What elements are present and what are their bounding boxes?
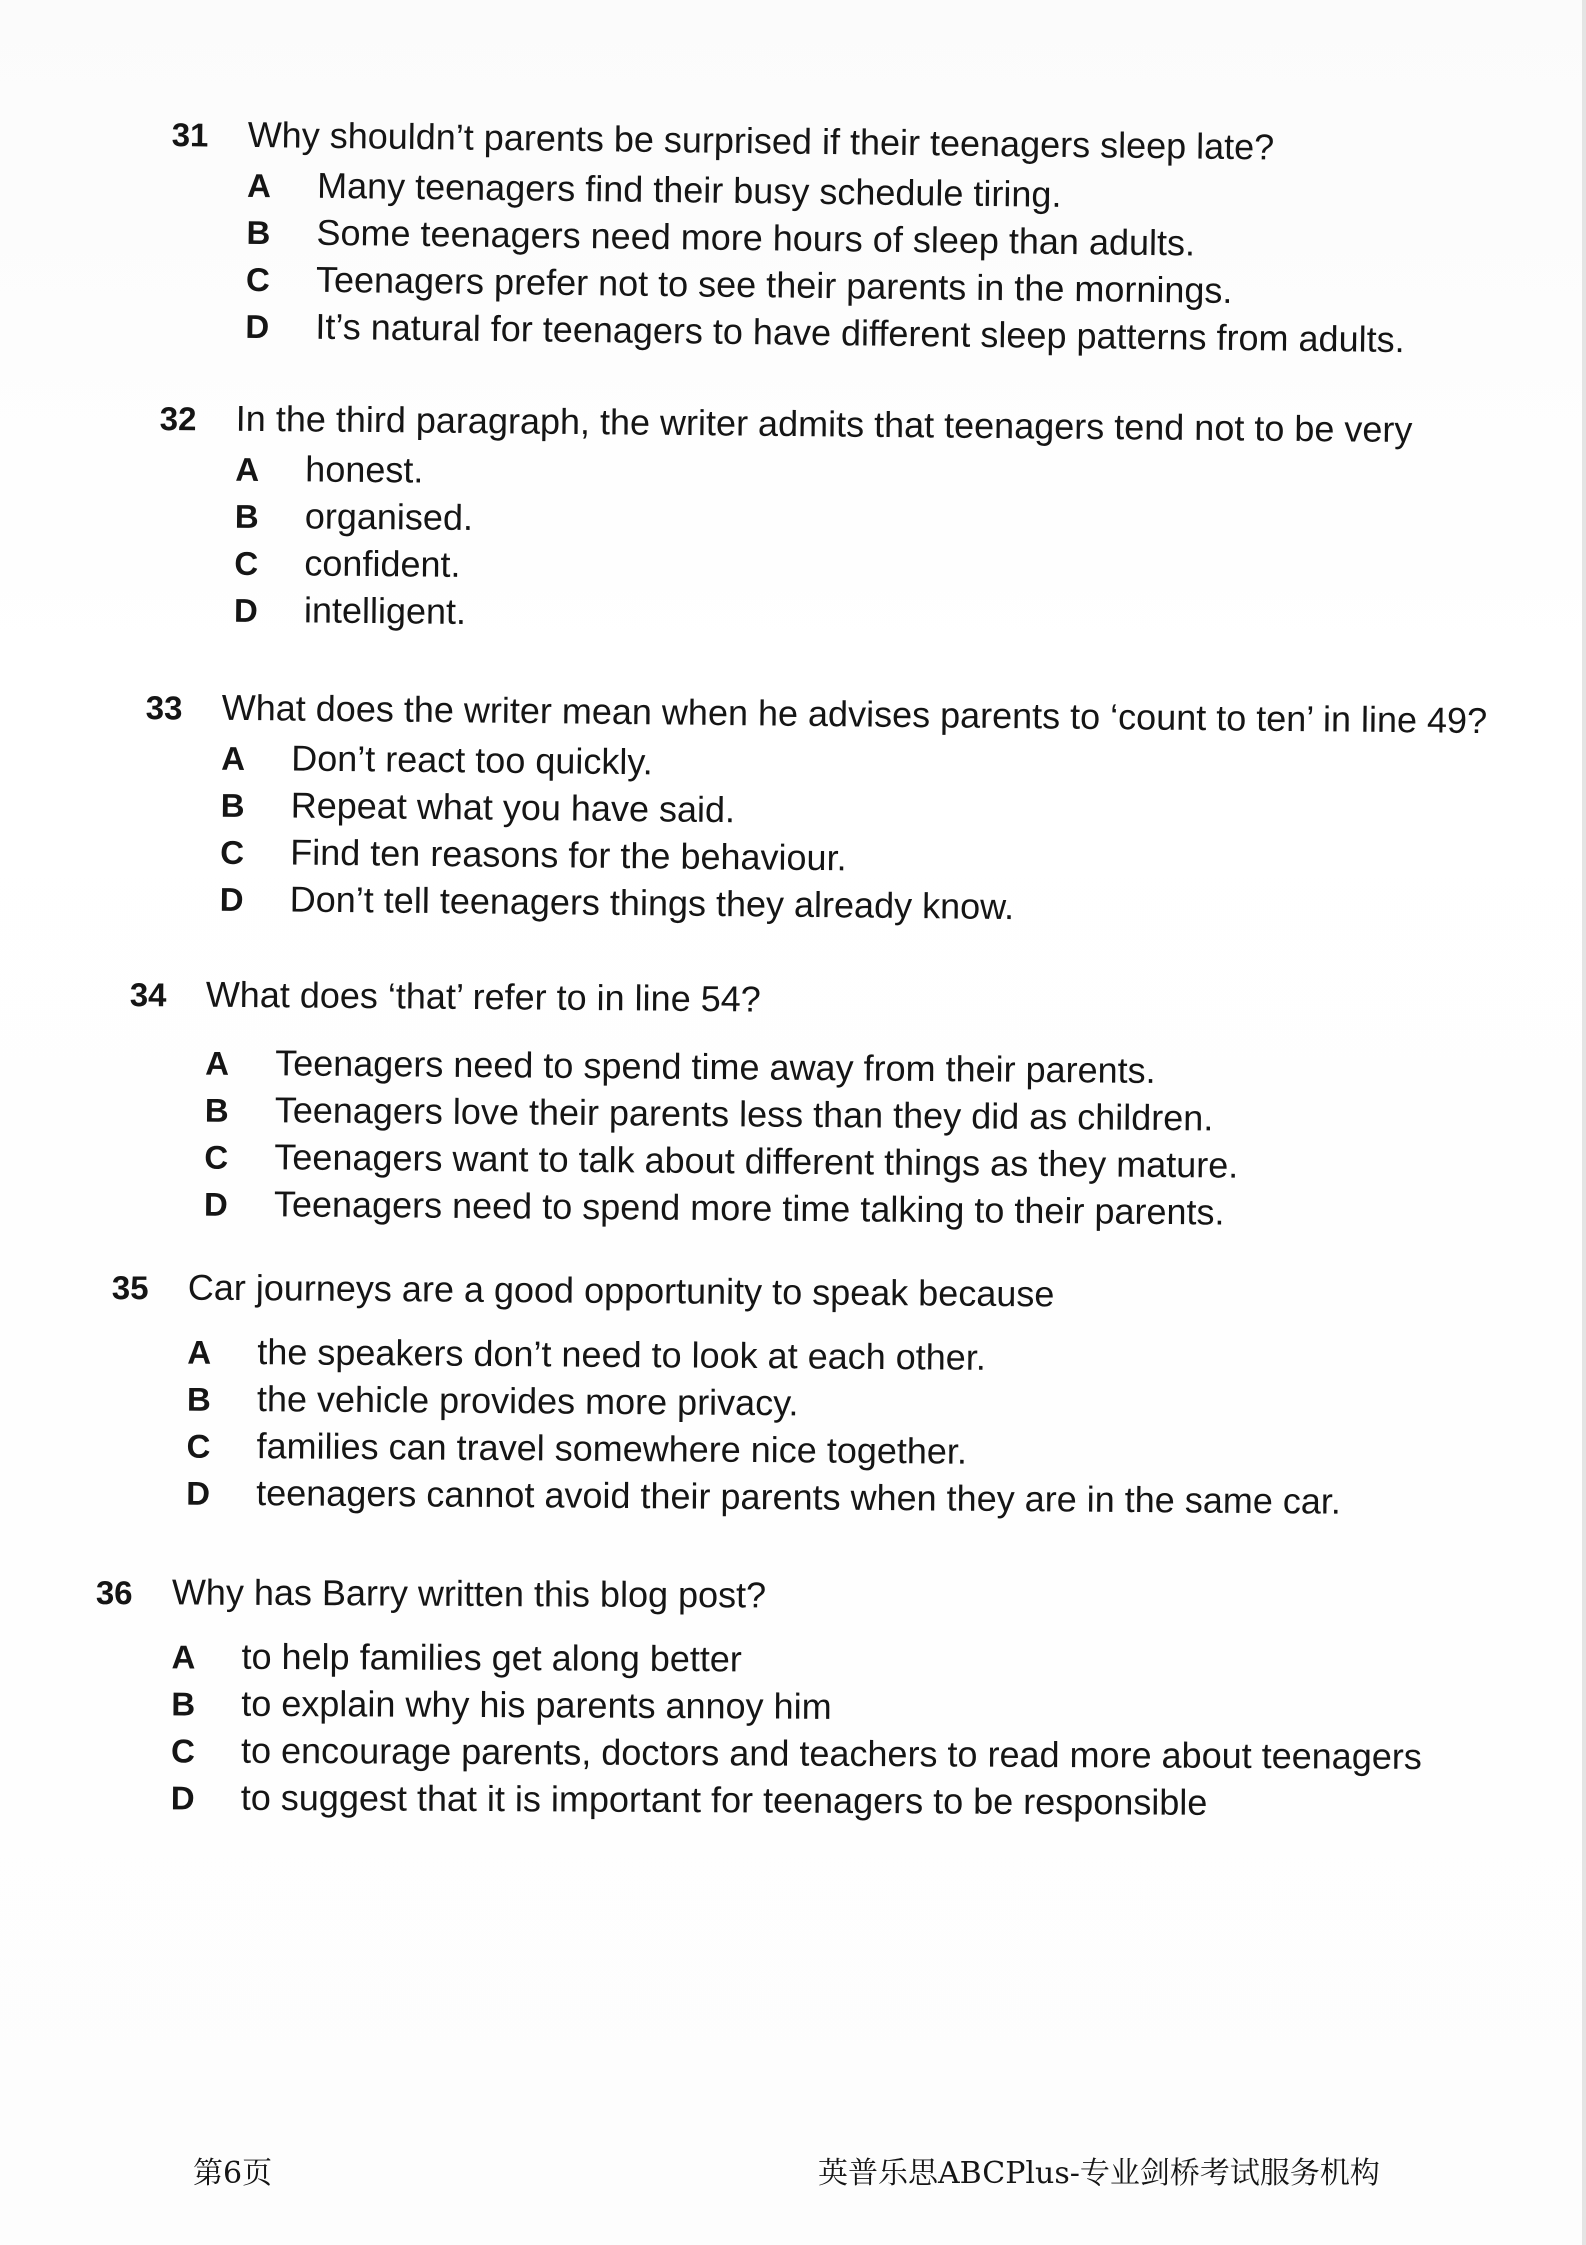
question-number: 35 [111, 1268, 149, 1307]
option-text: to suggest that it is important for teenagers to be responsible [240, 1776, 1208, 1823]
option-text: Some teenagers need more hours of sleep than adults. [316, 211, 1196, 264]
option-text: Don’t react too quickly. [291, 737, 653, 783]
option-text: It’s natural for teenagers to have different sleep patterns from adults. [315, 305, 1405, 361]
question-number: 33 [145, 688, 183, 727]
question-32 [158, 396, 1560, 647]
option-text: Teenagers need to spend more time talking to their parents. [273, 1183, 1225, 1233]
question-number: 36 [95, 1574, 133, 1612]
question-text: What does the writer mean when he advises parents to ‘count to ten’ in line 49? [221, 686, 1488, 742]
option-letter: C [245, 260, 271, 299]
option-list [220, 736, 1546, 938]
page-number-label: 第6页 [193, 2156, 273, 2191]
option-letter: B [204, 1091, 229, 1129]
option-letter: C [170, 1732, 195, 1770]
option-letter: B [246, 213, 271, 252]
option-c [171, 1728, 1495, 1782]
option-text: families can travel somewhere nice together. [256, 1425, 968, 1472]
option-text: Many teenagers find their busy schedule tiring. [316, 164, 1062, 215]
option-a [171, 1634, 1495, 1688]
option-text: to explain why his parents annoy him [241, 1682, 832, 1727]
question-number: 31 [171, 115, 209, 154]
option-list [204, 1041, 1530, 1241]
option-letter: A [235, 450, 260, 488]
option-text: Repeat what you have said. [290, 784, 736, 831]
question-36 [95, 1570, 1496, 1829]
option-letter: D [203, 1185, 228, 1223]
option-text: teenagers cannot avoid their parents when they are in the same car. [256, 1472, 1342, 1522]
question-number: 34 [129, 975, 167, 1014]
question-number: 32 [159, 399, 197, 438]
option-letter: A [221, 739, 246, 778]
option-list [234, 447, 1560, 648]
question-35 [110, 1265, 1512, 1528]
option-b [171, 1681, 1495, 1735]
option-text: confident. [304, 542, 461, 585]
option-letter: A [205, 1044, 230, 1082]
option-text: Teenagers want to talk about different things as they mature. [274, 1136, 1239, 1186]
question-text: Car journeys are a good opportunity to speak because [187, 1266, 1055, 1315]
option-letter: B [186, 1380, 211, 1418]
option-text: to encourage parents, doctors and teachers to read more about teenagers [240, 1729, 1422, 1777]
option-letter: C [204, 1138, 229, 1176]
option-letter: D [186, 1474, 211, 1512]
question-33 [144, 685, 1546, 938]
option-letter: A [246, 166, 272, 205]
page-edge-shadow [1582, 0, 1586, 2245]
option-letter: B [171, 1685, 196, 1723]
question-text: What does ‘that’ refer to in line 54? [205, 973, 761, 1020]
option-letter: C [234, 544, 259, 582]
question-text: Why has Barry written this blog post? [171, 1571, 767, 1616]
option-letter: C [220, 833, 245, 872]
option-text: Find ten reasons for the behaviour. [290, 831, 847, 879]
question-34 [128, 972, 1530, 1240]
option-text: honest. [305, 448, 424, 491]
option-text: the vehicle provides more privacy. [256, 1378, 799, 1424]
option-list [171, 1634, 1496, 1829]
option-letter: A [171, 1638, 196, 1676]
option-text: intelligent. [303, 589, 467, 632]
option-text: the speakers don’t need to look at each other. [257, 1331, 986, 1378]
organization-label: 英普乐思ABCPlus-专业剑桥考试服务机构 [818, 2156, 1380, 2191]
option-text: organised. [304, 495, 474, 539]
option-list [245, 163, 1571, 367]
option-letter: D [245, 307, 270, 346]
option-text: Teenagers need to spend time away from their parents. [275, 1042, 1156, 1091]
page-footer [0, 2148, 1586, 2191]
option-text: Teenagers love their parents less than they did as children. [274, 1089, 1214, 1139]
option-letter: B [234, 497, 259, 535]
option-text: Don’t tell teenagers things they already know. [289, 878, 1015, 928]
option-letter: D [170, 1779, 195, 1817]
option-letter: D [219, 880, 244, 919]
option-d [186, 1471, 1510, 1528]
question-text: Why shouldn’t parents be surprised if their teenagers sleep late? [247, 113, 1275, 168]
question-text: In the third paragraph, the writer admits that teenagers tend not to be very [235, 397, 1413, 451]
option-letter: C [186, 1427, 211, 1465]
option-letter: D [233, 591, 258, 629]
option-text: Teenagers prefer not to see their parents in the mornings. [315, 258, 1233, 311]
option-letter: A [187, 1333, 212, 1371]
option-list [186, 1330, 1511, 1528]
option-d [171, 1775, 1495, 1829]
option-letter: B [220, 786, 245, 825]
option-text: to help families get along better [241, 1635, 742, 1680]
question-31 [169, 112, 1572, 367]
